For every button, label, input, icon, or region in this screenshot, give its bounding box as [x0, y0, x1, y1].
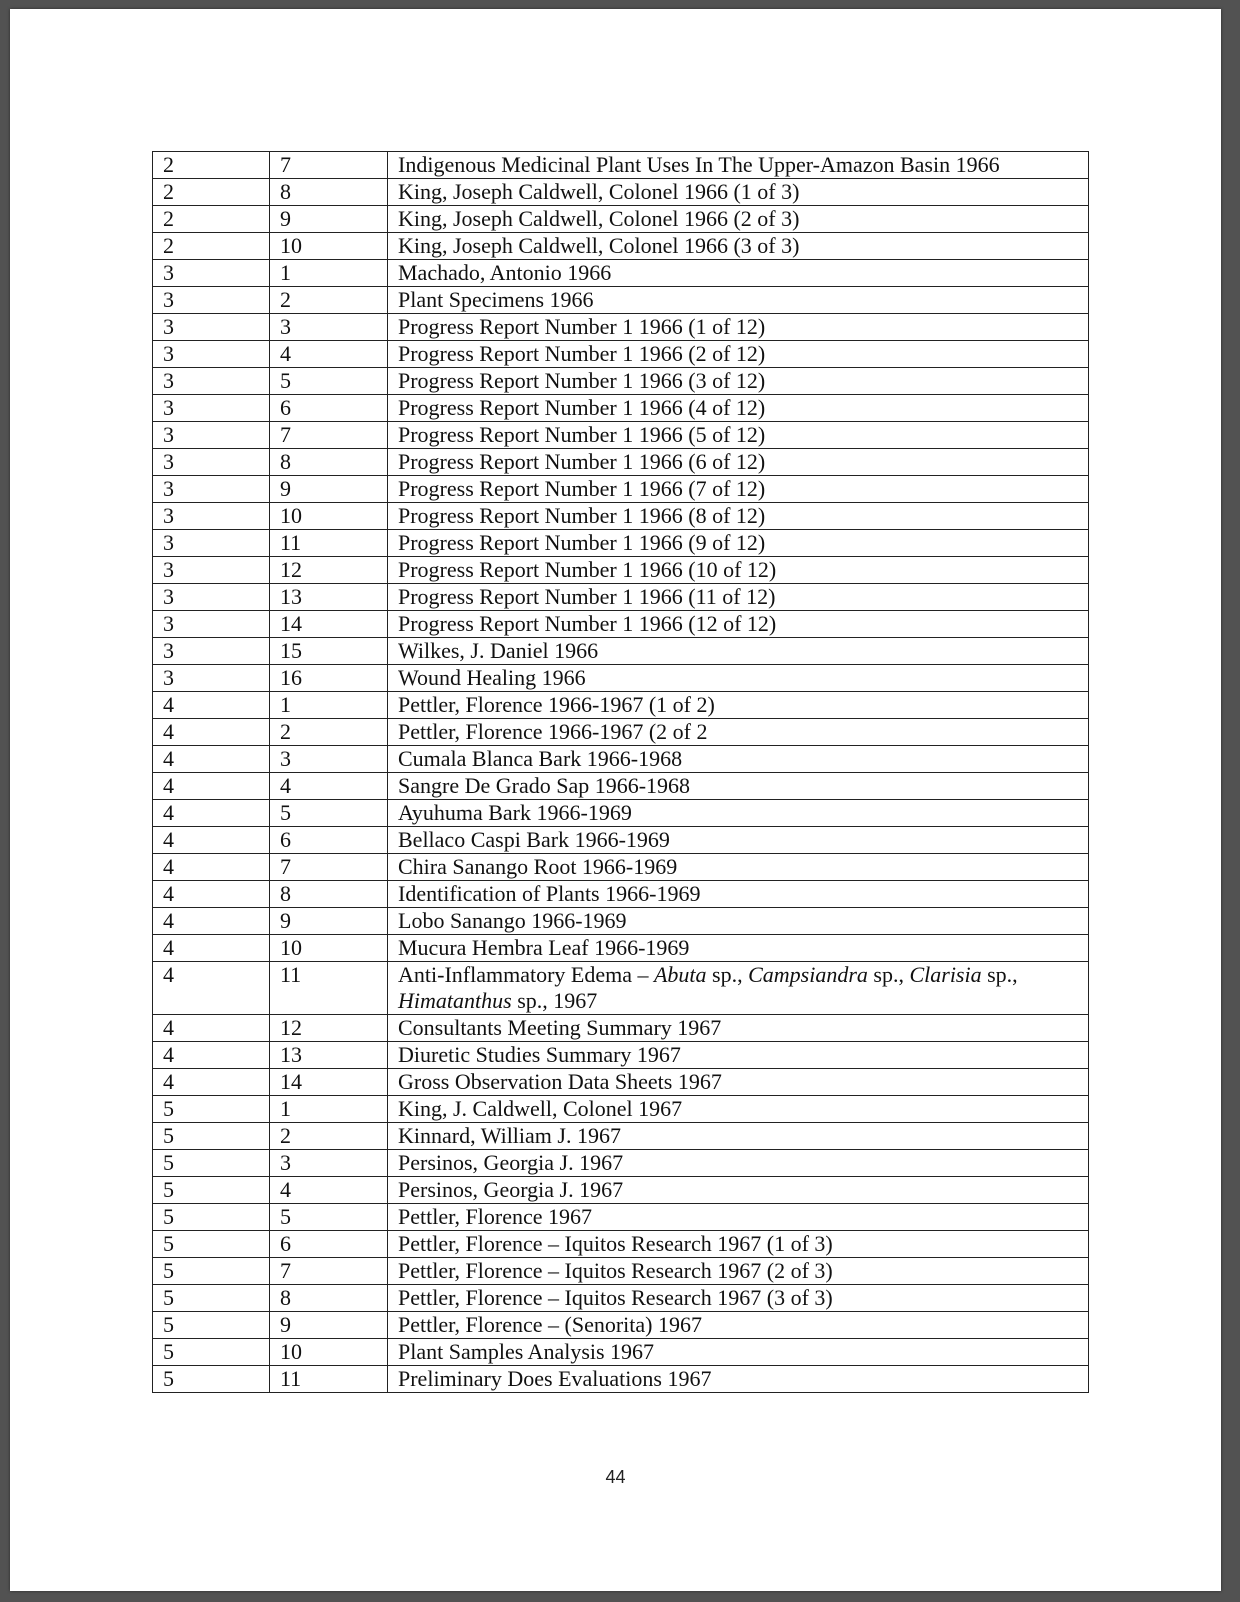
table-row: [153, 1177, 1089, 1204]
folder-number-cell: 7: [270, 422, 388, 449]
table-row: [153, 557, 1089, 584]
title-text: sp.,: [867, 962, 910, 987]
folder-title-cell: Persinos, Georgia J. 1967: [388, 1150, 1089, 1177]
folder-title-cell: Pettler, Florence 1967: [388, 1204, 1089, 1231]
box-number-cell: 4: [153, 881, 270, 908]
folder-number-cell: 1: [270, 1096, 388, 1123]
folder-title-cell: Progress Report Number 1 1966 (2 of 12): [388, 341, 1089, 368]
folder-title-cell: Indigenous Medicinal Plant Uses In The Upper-Amazon Basin 1966: [388, 152, 1089, 179]
folder-title-cell: Chira Sanango Root 1966-1969: [388, 854, 1089, 881]
table-row: [153, 1258, 1089, 1285]
box-number-cell: 3: [153, 449, 270, 476]
folder-number-cell: 11: [270, 530, 388, 557]
folder-title-cell: [388, 962, 1089, 1015]
table-row: [153, 233, 1089, 260]
folder-title-cell: Progress Report Number 1 1966 (8 of 12): [388, 503, 1089, 530]
folder-number-cell: 13: [270, 584, 388, 611]
folder-number-cell: 15: [270, 638, 388, 665]
table-row: [153, 1339, 1089, 1366]
folder-title-cell: Consultants Meeting Summary 1967: [388, 1015, 1089, 1042]
box-number-cell: 3: [153, 584, 270, 611]
box-number-cell: 3: [153, 341, 270, 368]
taxon-name: Clarisia: [909, 962, 982, 987]
folder-title-cell: Plant Specimens 1966: [388, 287, 1089, 314]
box-number-cell: 5: [153, 1312, 270, 1339]
box-number-cell: 4: [153, 1015, 270, 1042]
folder-title-cell: King, J. Caldwell, Colonel 1967: [388, 1096, 1089, 1123]
folder-number-cell: 10: [270, 935, 388, 962]
box-number-cell: 3: [153, 503, 270, 530]
folder-title-cell: Gross Observation Data Sheets 1967: [388, 1069, 1089, 1096]
folder-list-table: [152, 151, 1089, 1393]
table-row: [153, 1312, 1089, 1339]
table-row: [153, 773, 1089, 800]
table-row: [153, 1231, 1089, 1258]
folder-number-cell: 10: [270, 233, 388, 260]
box-number-cell: 4: [153, 1069, 270, 1096]
folder-number-cell: 5: [270, 368, 388, 395]
folder-title-cell: Progress Report Number 1 1966 (6 of 12): [388, 449, 1089, 476]
folder-number-cell: 9: [270, 206, 388, 233]
table-row: [153, 341, 1089, 368]
table-row: [153, 638, 1089, 665]
folder-title-cell: Pettler, Florence 1966-1967 (2 of 2: [388, 719, 1089, 746]
table-row: [153, 1069, 1089, 1096]
table-row: [153, 665, 1089, 692]
folder-number-cell: 2: [270, 287, 388, 314]
table-row: [153, 962, 1089, 1015]
box-number-cell: 3: [153, 422, 270, 449]
folder-title-cell: Progress Report Number 1 1966 (10 of 12): [388, 557, 1089, 584]
box-number-cell: 5: [153, 1096, 270, 1123]
title-text: sp.,: [981, 962, 1018, 987]
box-number-cell: 5: [153, 1177, 270, 1204]
taxon-name: Abuta: [653, 962, 707, 987]
table-row: [153, 1150, 1089, 1177]
folder-title-cell: Persinos, Georgia J. 1967: [388, 1177, 1089, 1204]
folder-number-cell: 9: [270, 908, 388, 935]
folder-number-cell: 14: [270, 611, 388, 638]
box-number-cell: 5: [153, 1258, 270, 1285]
folder-number-cell: 7: [270, 152, 388, 179]
folder-number-cell: 1: [270, 692, 388, 719]
folder-number-cell: 3: [270, 746, 388, 773]
box-number-cell: 4: [153, 908, 270, 935]
table-row: [153, 800, 1089, 827]
box-number-cell: 3: [153, 530, 270, 557]
folder-number-cell: 14: [270, 1069, 388, 1096]
folder-number-cell: 6: [270, 395, 388, 422]
title-text: sp., 1967: [511, 988, 598, 1013]
box-number-cell: 3: [153, 476, 270, 503]
box-number-cell: 2: [153, 179, 270, 206]
title-text: sp.,: [706, 962, 749, 987]
folder-number-cell: 3: [270, 1150, 388, 1177]
box-number-cell: 3: [153, 557, 270, 584]
folder-title-cell: Cumala Blanca Bark 1966-1968: [388, 746, 1089, 773]
box-number-cell: 4: [153, 962, 270, 1015]
folder-title-cell: Pettler, Florence – Iquitos Research 1967 (3 of 3): [388, 1285, 1089, 1312]
folder-title-cell: Lobo Sanango 1966-1969: [388, 908, 1089, 935]
folder-number-cell: 11: [270, 962, 388, 1015]
folder-title-cell: King, Joseph Caldwell, Colonel 1966 (2 of 3): [388, 206, 1089, 233]
folder-number-cell: 11: [270, 1366, 388, 1393]
box-number-cell: 5: [153, 1339, 270, 1366]
table-row: [153, 611, 1089, 638]
folder-number-cell: 13: [270, 1042, 388, 1069]
box-number-cell: 4: [153, 719, 270, 746]
table-row: [153, 854, 1089, 881]
box-number-cell: 4: [153, 773, 270, 800]
folder-title-cell: Sangre De Grado Sap 1966-1968: [388, 773, 1089, 800]
folder-title-cell: Progress Report Number 1 1966 (4 of 12): [388, 395, 1089, 422]
table-row: [153, 1096, 1089, 1123]
table-row: [153, 314, 1089, 341]
box-number-cell: 5: [153, 1231, 270, 1258]
folder-number-cell: 5: [270, 1204, 388, 1231]
table-row: [153, 584, 1089, 611]
folder-number-cell: 3: [270, 314, 388, 341]
folder-number-cell: 10: [270, 1339, 388, 1366]
folder-title-cell: Ayuhuma Bark 1966-1969: [388, 800, 1089, 827]
folder-number-cell: 9: [270, 1312, 388, 1339]
table-row: [153, 206, 1089, 233]
folder-number-cell: 8: [270, 449, 388, 476]
folder-number-cell: 2: [270, 719, 388, 746]
box-number-cell: 5: [153, 1366, 270, 1393]
folder-title-cell: Preliminary Does Evaluations 1967: [388, 1366, 1089, 1393]
table-row: [153, 449, 1089, 476]
box-number-cell: 3: [153, 287, 270, 314]
table-row: [153, 1285, 1089, 1312]
table-row: [153, 1015, 1089, 1042]
box-number-cell: 3: [153, 368, 270, 395]
title-text: Anti-Inflammatory Edema –: [398, 962, 654, 987]
box-number-cell: 2: [153, 206, 270, 233]
box-number-cell: 2: [153, 233, 270, 260]
table-row: [153, 908, 1089, 935]
box-number-cell: 5: [153, 1123, 270, 1150]
document-page: [10, 9, 1221, 1591]
folder-title-cell: Kinnard, William J. 1967: [388, 1123, 1089, 1150]
folder-title-cell: Mucura Hembra Leaf 1966-1969: [388, 935, 1089, 962]
folder-title-cell: Bellaco Caspi Bark 1966-1969: [388, 827, 1089, 854]
box-number-cell: 3: [153, 638, 270, 665]
table-row: [153, 476, 1089, 503]
folder-number-cell: 9: [270, 476, 388, 503]
box-number-cell: 5: [153, 1150, 270, 1177]
folder-number-cell: 2: [270, 1123, 388, 1150]
folder-title-cell: Diuretic Studies Summary 1967: [388, 1042, 1089, 1069]
box-number-cell: 4: [153, 827, 270, 854]
table-row: [153, 260, 1089, 287]
box-number-cell: 4: [153, 692, 270, 719]
folder-number-cell: 5: [270, 800, 388, 827]
table-row: [153, 287, 1089, 314]
folder-number-cell: 12: [270, 557, 388, 584]
box-number-cell: 4: [153, 854, 270, 881]
box-number-cell: 4: [153, 800, 270, 827]
folder-title-cell: Progress Report Number 1 1966 (3 of 12): [388, 368, 1089, 395]
folder-number-cell: 4: [270, 773, 388, 800]
folder-number-cell: 7: [270, 854, 388, 881]
table-row: [153, 692, 1089, 719]
folder-number-cell: 16: [270, 665, 388, 692]
folder-title-cell: Wilkes, J. Daniel 1966: [388, 638, 1089, 665]
table-row: [153, 422, 1089, 449]
box-number-cell: 4: [153, 746, 270, 773]
folder-number-cell: 4: [270, 1177, 388, 1204]
folder-title-cell: Pettler, Florence – (Senorita) 1967: [388, 1312, 1089, 1339]
table-row: [153, 719, 1089, 746]
folder-list-body: [153, 152, 1089, 1393]
table-row: [153, 881, 1089, 908]
folder-title-cell: Progress Report Number 1 1966 (11 of 12): [388, 584, 1089, 611]
table-row: [153, 368, 1089, 395]
folder-title-cell: Identification of Plants 1966-1969: [388, 881, 1089, 908]
box-number-cell: 3: [153, 611, 270, 638]
folder-title-cell: Progress Report Number 1 1966 (7 of 12): [388, 476, 1089, 503]
table-row: [153, 503, 1089, 530]
folder-number-cell: 8: [270, 881, 388, 908]
table-row: [153, 395, 1089, 422]
folder-title-cell: Pettler, Florence – Iquitos Research 1967 (2 of 3): [388, 1258, 1089, 1285]
folder-number-cell: 1: [270, 260, 388, 287]
folder-number-cell: 6: [270, 827, 388, 854]
folder-number-cell: 12: [270, 1015, 388, 1042]
box-number-cell: 5: [153, 1285, 270, 1312]
box-number-cell: 5: [153, 1204, 270, 1231]
box-number-cell: 2: [153, 152, 270, 179]
folder-number-cell: 6: [270, 1231, 388, 1258]
box-number-cell: 4: [153, 1042, 270, 1069]
table-row: [153, 152, 1089, 179]
folder-title-cell: King, Joseph Caldwell, Colonel 1966 (1 of 3): [388, 179, 1089, 206]
folder-number-cell: 7: [270, 1258, 388, 1285]
folder-title-cell: Progress Report Number 1 1966 (12 of 12): [388, 611, 1089, 638]
folder-title-cell: Pettler, Florence – Iquitos Research 1967 (1 of 3): [388, 1231, 1089, 1258]
page-number: 44: [605, 1467, 626, 1487]
folder-number-cell: 8: [270, 179, 388, 206]
table-row: [153, 1123, 1089, 1150]
table-row: [153, 530, 1089, 557]
table-row: [153, 1204, 1089, 1231]
folder-title-cell: Plant Samples Analysis 1967: [388, 1339, 1089, 1366]
box-number-cell: 4: [153, 935, 270, 962]
table-row: [153, 827, 1089, 854]
folder-number-cell: 4: [270, 341, 388, 368]
table-row: [153, 935, 1089, 962]
box-number-cell: 3: [153, 395, 270, 422]
table-row: [153, 179, 1089, 206]
taxon-name: Campsiandra: [748, 962, 868, 987]
folder-number-cell: 10: [270, 503, 388, 530]
folder-title-cell: Pettler, Florence 1966-1967 (1 of 2): [388, 692, 1089, 719]
box-number-cell: 3: [153, 260, 270, 287]
box-number-cell: 3: [153, 314, 270, 341]
folder-title-cell: Progress Report Number 1 1966 (5 of 12): [388, 422, 1089, 449]
table-row: [153, 1366, 1089, 1393]
folder-title-cell: Progress Report Number 1 1966 (9 of 12): [388, 530, 1089, 557]
box-number-cell: 3: [153, 665, 270, 692]
folder-number-cell: 8: [270, 1285, 388, 1312]
folder-title-cell: King, Joseph Caldwell, Colonel 1966 (3 of 3): [388, 233, 1089, 260]
table-row: [153, 746, 1089, 773]
folder-title-cell: Wound Healing 1966: [388, 665, 1089, 692]
taxon-name: Himatanthus: [398, 988, 512, 1013]
folder-title-cell: Progress Report Number 1 1966 (1 of 12): [388, 314, 1089, 341]
table-row: [153, 1042, 1089, 1069]
folder-title-cell: Machado, Antonio 1966: [388, 260, 1089, 287]
